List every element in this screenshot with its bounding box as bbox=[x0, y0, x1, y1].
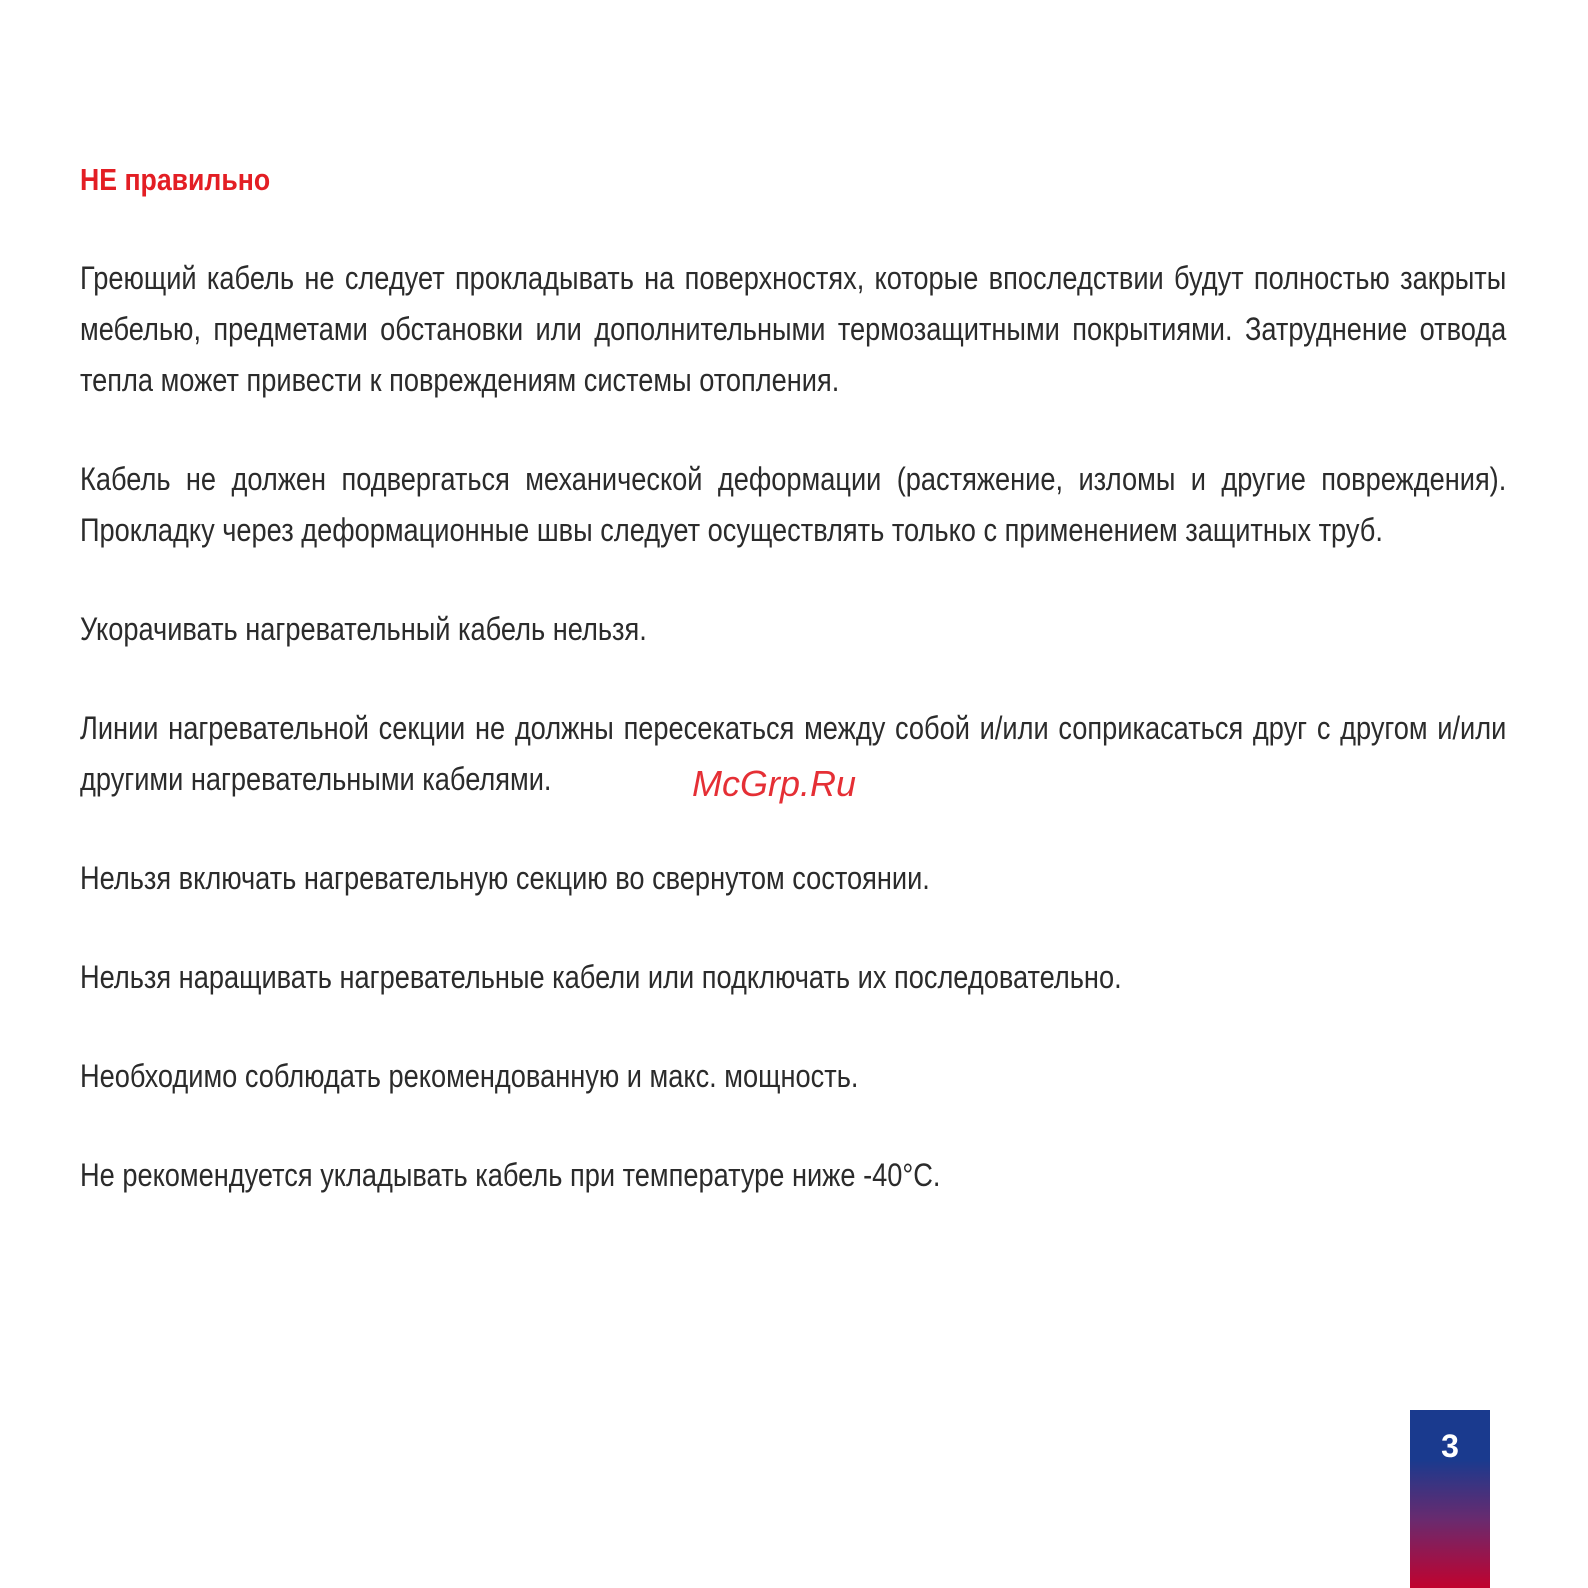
page-number-badge bbox=[1410, 1410, 1490, 1588]
paragraph-crossing: Линии нагревательной секции не должны пересекаться между собой и/или соприкасаться друг с другом и/или другими нагревательными кабелями. bbox=[80, 710, 1507, 797]
watermark: McGrp.Ru bbox=[692, 763, 857, 804]
paragraph-extension: Нельзя наращивать нагревательные кабели или подключать их последовательно. bbox=[80, 959, 1122, 995]
paragraph-deformation: Кабель не должен подвергаться механической деформации (растяжение, изломы и другие повреждения). Прокладку через деформационные швы следует осуществлять только с применением защитных труб. bbox=[80, 461, 1507, 548]
page-number: 3 bbox=[1441, 1428, 1459, 1464]
paragraph-coiled: Нельзя включать нагревательную секцию во свернутом состоянии. bbox=[80, 860, 930, 896]
paragraph-temperature: Не рекомендуется укладывать кабель при температуре ниже -40°С. bbox=[80, 1157, 941, 1193]
paragraph-shortening: Укорачивать нагревательный кабель нельзя. bbox=[80, 611, 647, 647]
paragraph-power: Необходимо соблюдать рекомендованную и макс. мощность. bbox=[80, 1058, 859, 1094]
body-text bbox=[80, 253, 1506, 1201]
section-heading: НЕ правильно bbox=[80, 162, 271, 197]
paragraph-surfaces: Греющий кабель не следует прокладывать на поверхностях, которые впоследствии будут полностью закрыты мебелью, предметами обстановки или дополнительными термозащитными покрытиями. Затруднение отвода тепла может привести к повреждениям системы отопления. bbox=[80, 260, 1507, 398]
